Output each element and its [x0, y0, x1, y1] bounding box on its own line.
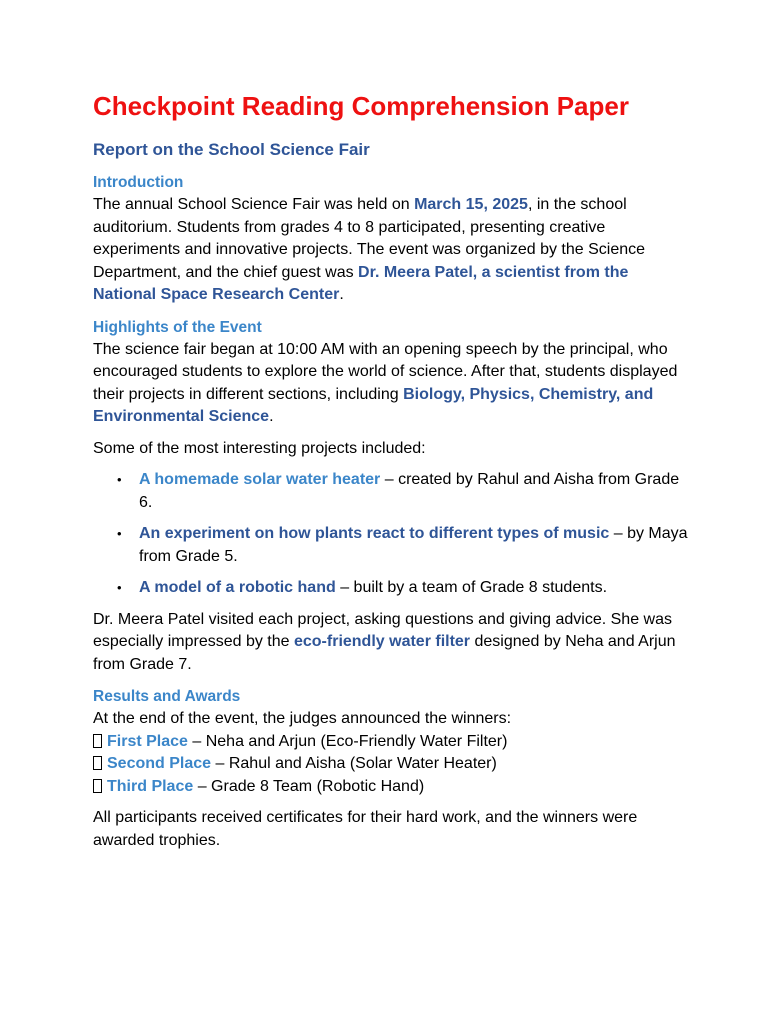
- award-row: First Place – Neha and Arjun (Eco-Friendly Water Filter): [93, 731, 693, 754]
- projects-lead: Some of the most interesting projects included:: [93, 439, 426, 457]
- list-item: • An experiment on how plants react to different types of music – by Maya from Grade 5.: [117, 525, 688, 565]
- closing-paragraph: All participants received certificates for their hard work, and the winners were awarded trophies.: [93, 809, 638, 849]
- report-title: Report on the School Science Fair: [93, 140, 370, 159]
- project-name: A model of a robotic hand: [139, 579, 336, 596]
- list-item: • A model of a robotic hand – built by a team of Grade 8 students.: [139, 577, 693, 600]
- chief-guest: Dr. Meera Patel, a scientist from the National Space Research Center: [93, 263, 629, 303]
- award-place: Second Place: [107, 755, 212, 772]
- medal-icon: [93, 756, 102, 770]
- award-place: First Place: [107, 732, 188, 750]
- results-heading: Results and Awards: [93, 688, 241, 705]
- list-item: • A homemade solar water heater – created by Rahul and Aisha from Grade 6.: [117, 471, 680, 511]
- event-date: March 15, 2025: [414, 196, 528, 213]
- project-sections: Biology, Physics, Chemistry, and Environmental Science: [93, 385, 654, 425]
- project-name: A homemade solar water heater: [139, 471, 381, 488]
- bullet-icon: •: [117, 580, 122, 595]
- document-page: [93, 86, 693, 852]
- award-place: Third Place: [107, 777, 194, 795]
- bullet-icon: •: [117, 472, 122, 487]
- visit-paragraph: Dr. Meera Patel visited each project, asking questions and giving advice. She was especially impressed by the eco-friendly water filter designed by Neha and Arjun from Grade 7.: [93, 610, 676, 673]
- projects-list: [93, 469, 693, 600]
- award-row: Third Place – Grade 8 Team (Robotic Hand): [93, 776, 693, 799]
- medal-icon: [93, 734, 102, 748]
- medal-icon: [93, 779, 102, 793]
- document-title: Checkpoint Reading Comprehension Paper: [93, 91, 629, 121]
- project-name: An experiment on how plants react to different types of music: [139, 525, 610, 542]
- bullet-icon: •: [117, 526, 122, 541]
- results-lead: At the end of the event, the judges announced the winners:: [93, 710, 512, 727]
- introduction-heading: Introduction: [93, 174, 184, 191]
- introduction-paragraph: The annual School Science Fair was held on March 15, 2025, in the school auditorium. Students from grades 4 to 8 participated, presenting creative experiments and innovative projects. The event was organized by the Science Department, and the chief guest was Dr. Meera Patel, a scientist from the National Space Research Center.: [93, 196, 646, 303]
- award-row: Second Place – Rahul and Aisha (Solar Water Heater): [93, 753, 693, 776]
- highlights-paragraph: The science fair began at 10:00 AM with an opening speech by the principal, who encouraged students to explore the world of science. After that, students displayed their projects in different sections, including Biology, Physics, Chemistry, and Environmental Science.: [93, 340, 678, 425]
- highlights-heading: Highlights of the Event: [93, 318, 262, 336]
- impressive-project: eco-friendly water filter: [293, 633, 471, 650]
